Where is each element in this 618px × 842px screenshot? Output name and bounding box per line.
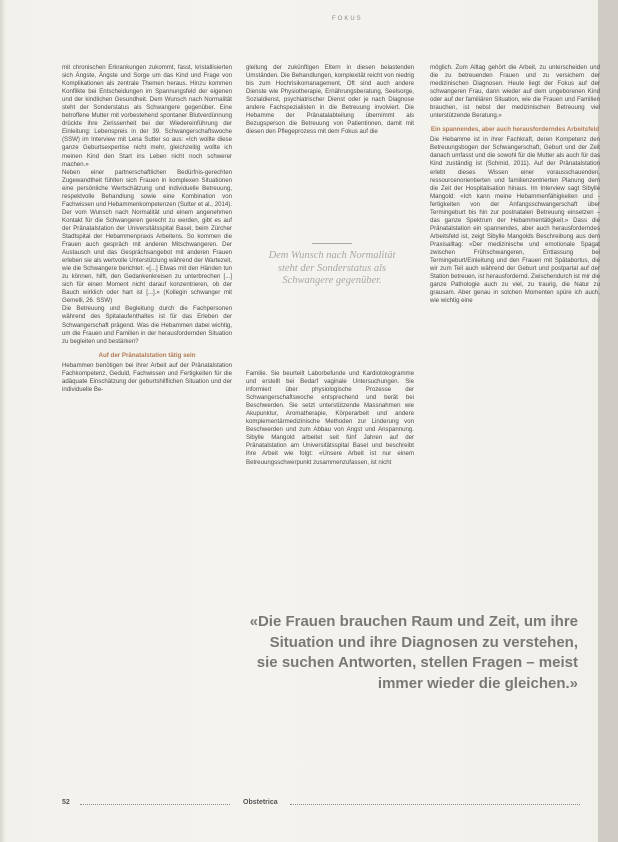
publication-name: Obstetrica [243,799,278,806]
paragraph: Neben einer partnerschaftlichen Bedürfnis-gerechten Zugewandtheit fühlten sich Frauen in komplexen Situationen eine persönliche Wertschätzung und individuelle Betreuung, respektvolle Behandlung sowie eine Kombination von Fachwissen und Hebammenkompetenzen (Sutter et al., 2014). Der vom Wunsch nach Normalität und einem angenehmen Kontakt für die Schwangeren gerecht zu werden, gibt es auf der Pränatalstation der Universitätsspital Basel, beim Zürcher Stadtspital der Hebammenpraxis Arbeitens. So kommen die Frauen auch gespräch mit anderen Mitschwangeren. Der Austausch und das Gesprächsangebot mit anderen Frauen erleben sie als wertvolle Unterstützung während der Wartezeit, wie die Schwangere berichtet: «[...] Etwas mit den Händen tun zu können, hilft, den Gedankenkreisen zu unterbrechen [...] sich für einen Moment nicht darauf konzentrieren, ob der Bauch wirklich oder hart ist [...].» (Kollegin schwanger mit Gemelli, 26. SSW) [62,168,232,305]
column-right [430,64,600,305]
section-header: FOKUS [332,16,363,22]
paragraph: Die Betreuung und Begleitung durch die Fachpersonen während des Spitalaufenthaltes ist für das Erleben der Schwangerschaft prägend. Was die Hebammen dabei wichtig, um die Frauen und Familien in der herausfordernden Situation zu begleiten und bestärken? [62,305,232,345]
paragraph: gleitung der zukünftigen Eltern in diesen belastenden Umständen. Die Behandlungen, komplexität reicht von niedrig bis zum Hochrisikomanagement, Oft sind auch andere Dienste wie Physiotherapie, Ernährungsberatung, Seelsorge, Sozialdienst, psychiatrischer Dienst oder je nach Diagnose andere Fachspezialisten in die Betreuung involviert. Die Hebamme der Pränatalabteilung übernimmt als Bezugsperson die Betreuung von Patientinnen, damit mit diesen den Pflegeprozess mit dem Fokus auf die [246,64,414,136]
pullquote-rule [312,243,352,244]
paragraph: Die Hebamme ist in ihrer Fachkraft, deren Kompetenz den Betreuungsbogen der Schwangerschaft, Geburt und der Zeit danach umfasst und die sowohl für die Mutter als auch für das Kind zuständig ist (Schmid, 2011). Auf der Pränatalstation erlebt dieses Wissen einer vorausschauenden, ressourcenorientierten und familienzentrierten Planung dem die Zeit der Hospitalisation hinaus. Im Interview sagt Sibylle Mangold: «Ich kann meine Hebammenfähigkeiten und -fertigkeiten von der Anfangsschwangerschaft über Termingeburt bis hin zur postnatalen Betreuung einsetzen – das ganze Spektrum der Hebammentätigkeit.» Dass die Pränatalstation ein spannendes, aber auch herausforderndes Arbeitsfeld ist, zeigt Sibylle Mangolds Beschreibung aus dem Praxisalltag: «Der medizinische und emotionale Spagat zwischen Frühschwangeren, Entlassung bei Termingeburt/Einleitung und den Frauen mit Spätabortus, die wir zum Teil auch während der Geburt und postpartal auf der Station betreuen, ist herausfordernd. Zwischendurch ist mir die ganze Pathologie auch zu viel, zu traurig, die Natur zu grausam. Aber genau in solchen Momenten spüre ich auch, wie wichtig eine [430,136,600,305]
footer-rule [290,804,580,805]
paragraph: möglich. Zum Alltag gehört die Arbeit, zu unterscheiden und die zu betreuenden Frauen und zu versichern der medizinischen Diagnosen. Heute liegt der Fokus auf der schwangeren Frau, dann wieder auf dem ungeborenen Kind oder auf der familiären Situation, wie die Frauen und Familien brauchen, ist nebst der medizinischen Betreuung viel unterstützende Beratung.» [430,64,600,120]
subheading: Ein spannendes, aber auch herausforderndes Arbeitsfeld [430,126,600,134]
paragraph: Familie. Sie beurteilt Laborbefunde und Kardiotokogramme und erstellt bei Bedarf vaginale Untersuchungen. Sie informiert über physiologische Prozesse der Schwangerschaftswoche entsprechend und berät bei Beschwerden. Sie setzt unterstützende Massnahmen wie Akupunktur, Aromatherapie, Körperarbeit und andere komplementärmedizinische Methoden zur Linderung von Beschwerden und zum Abbau von Angst und Anspannung. Sibylle Mangold arbeitet seit fünf Jahren auf der Pränatalstation am Universitätsspital Basel und beschreibt ihre Arbeit wie folgt: «Unsere Arbeit ist nur einem Betreuungsschwerpunkt zusammenzufassen, ist nicht [246,370,414,466]
paragraph: mit chronischen Erkrankungen zukommt, fasst, kristallisierten sich Ängste, Ängste und Sorge um das Kind und Frage von Komplikationen als zentrale Themen heraus. Hinzu kommen Konflikte bei Entscheidungen im Spannungsfeld der eigenen und der kindlichen Gesundheit. Dem Wunsch nach Normalität steht der Sonderstatus als Schwangere gegenüber. Eine betroffene Mutter mit vorbestehend spontaner Blutverdünnung drückte ihre Zerissenheit bei der Wiedereinführung der Einleitung: Lebenspreis in der 39. Schwangerschaftswoche (SSW) im Interview mit Lena Sutter so aus: «Ich wollte diese ganze Geburtsexpertise nicht mehr, gleichzeitig wollte ich meinen Kind den Start ins Leben nicht noch schwerer machen.» [62,64,232,168]
pullquote: Dem Wunsch nach Normalität steht der Sonderstatus als Schwangere gegenüber. [268,250,396,286]
column-middle-lower [246,370,414,467]
large-quote: «Die Frauen brauchen Raum und Zeit, um ihre Situation und ihre Diagnosen zu verstehen, sie suchen Antworten, stellen Fragen – meist immer wieder die gleichen.» [249,613,578,692]
page-edge [598,0,618,842]
subheading: Auf der Pränatalstation tätig sein [98,351,196,359]
column-middle [246,64,414,136]
paragraph: Hebammen benötigen bei ihrer Arbeit auf der Pränatalstation Fachkompetenz, Geduld, Fachwissen und Fertigkeiten für die adäquate Einschätzung der geburtshilflichen Situation und der individuelle Be- [62,361,232,393]
page-number: 52 [62,799,70,806]
footer-rule [80,804,230,805]
column-left [62,64,232,394]
